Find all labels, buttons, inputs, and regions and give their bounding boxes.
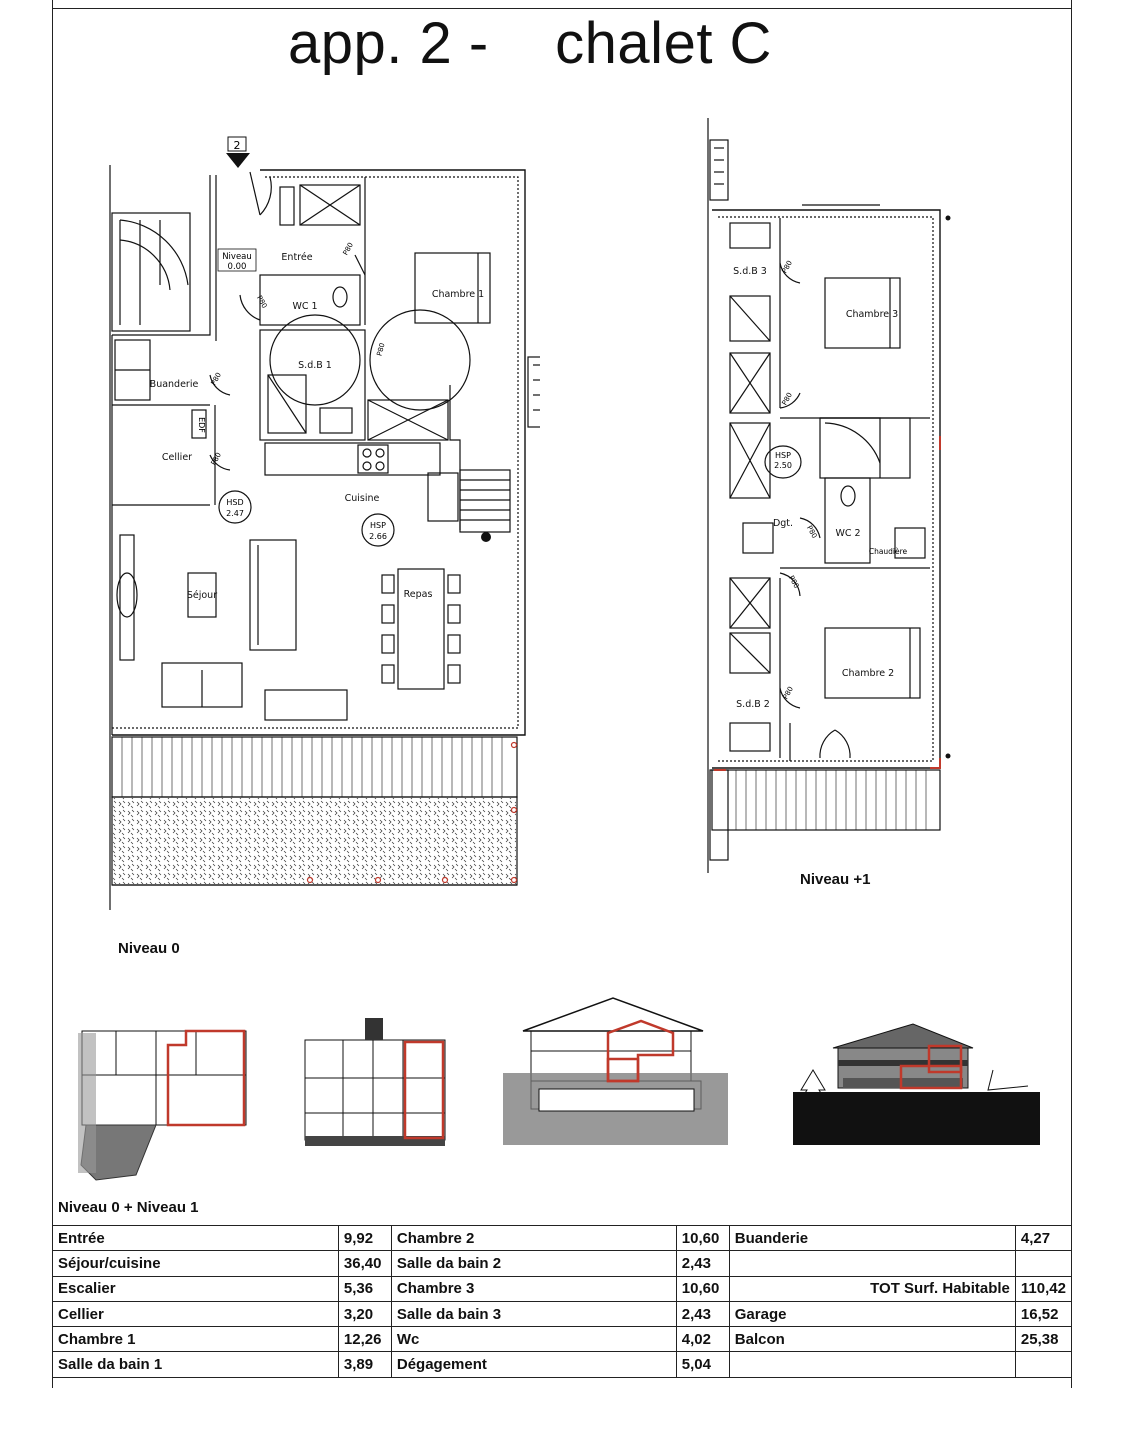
total-label-cell: TOT Surf. Habitable (729, 1276, 1015, 1301)
door-tag: P80 (375, 342, 387, 357)
table-cell: Balcon (729, 1327, 1015, 1352)
door-tag: P80 (254, 294, 269, 310)
level-0-label: Niveau 0 (118, 940, 180, 957)
table-cell: Chambre 3 (391, 1276, 676, 1301)
table-cell: 2,43 (676, 1301, 729, 1326)
table-cell: 3,89 (338, 1352, 391, 1377)
table-cell: Dégagement (391, 1352, 676, 1377)
table-row (53, 1276, 1072, 1301)
door-tag: P80 (781, 685, 796, 701)
table-cell: 4,02 (676, 1327, 729, 1352)
table-cell: 2,43 (676, 1251, 729, 1276)
table-cell: Wc (391, 1327, 676, 1352)
door-tag: P80 (780, 259, 795, 275)
hsp-value: 2.50 (774, 461, 792, 470)
door-tag: P80 (209, 371, 224, 387)
niveau-tag-label: Niveau (222, 252, 252, 262)
room-cellier: Cellier (161, 452, 193, 463)
room-chambre-1: Chambre 1 (431, 289, 485, 300)
table-cell: Séjour/cuisine (53, 1251, 339, 1276)
table-cell (1015, 1352, 1071, 1377)
door-tag: P80 (786, 574, 801, 590)
room-chaudiere: Chaudière (868, 547, 908, 556)
room-sejour: Séjour (186, 590, 218, 601)
table-row (53, 1226, 1072, 1251)
facade-section-thumb (503, 993, 728, 1145)
niveau-tag-value: 0.00 (227, 262, 247, 272)
plan-overview-level1-thumb (303, 1018, 448, 1148)
table-cell: 36,40 (338, 1251, 391, 1276)
summary-heading: Niveau 0 + Niveau 1 (58, 1199, 199, 1216)
table-cell: Cellier (53, 1301, 339, 1326)
table-cell: 5,04 (676, 1352, 729, 1377)
plan-overview-level0-thumb (76, 1025, 256, 1185)
table-cell: 25,38 (1015, 1327, 1071, 1352)
room-chambre-3: Chambre 3 (845, 309, 899, 320)
table-cell: 12,26 (338, 1327, 391, 1352)
hsp-value: 2.66 (369, 532, 387, 541)
page-title: app. 2 - chalet C (288, 11, 772, 76)
room-cuisine: Cuisine (344, 493, 380, 504)
room-entree: Entrée (281, 252, 313, 263)
table-row (53, 1251, 1072, 1276)
hsd-label: HSD (226, 498, 244, 507)
table-cell: 9,92 (338, 1226, 391, 1251)
table-row (53, 1301, 1072, 1326)
table-cell: Salle da bain 2 (391, 1251, 676, 1276)
room-wc1: WC 1 (292, 301, 318, 312)
hsp-label: HSP (370, 521, 386, 530)
floor-plan-level-1 (700, 118, 960, 878)
table-cell: 5,36 (338, 1276, 391, 1301)
room-sdb1: S.d.B 1 (298, 360, 332, 371)
door-tag: P80 (341, 241, 356, 257)
door-tag: P80 (804, 524, 819, 540)
door-tag: P80 (780, 391, 795, 407)
facade-elevation-thumb (793, 1020, 1040, 1145)
area-table (52, 1225, 1072, 1378)
room-wc2: WC 2 (835, 528, 861, 539)
edf-label: EDF (197, 417, 206, 433)
table-cell: Entrée (53, 1226, 339, 1251)
table-cell: Salle da bain 1 (53, 1352, 339, 1377)
total-value-cell: 110,42 (1015, 1276, 1071, 1301)
table-cell: 4,27 (1015, 1226, 1071, 1251)
table-cell: Escalier (53, 1276, 339, 1301)
table-cell: Salle da bain 3 (391, 1301, 676, 1326)
floor-plan-level-0 (100, 125, 540, 915)
table-cell: 10,60 (676, 1226, 729, 1251)
table-cell (729, 1251, 1015, 1276)
table-cell (729, 1352, 1015, 1377)
room-sdb3: S.d.B 3 (733, 266, 767, 277)
table-cell (1015, 1251, 1071, 1276)
room-repas: Repas (403, 589, 433, 600)
hsd-value: 2.47 (226, 509, 244, 518)
table-cell: 16,52 (1015, 1301, 1071, 1326)
room-chambre-2: Chambre 2 (841, 668, 895, 679)
table-cell: 10,60 (676, 1276, 729, 1301)
hsp-label: HSP (775, 451, 791, 460)
level-1-label: Niveau +1 (800, 871, 871, 888)
table-row (53, 1352, 1072, 1377)
door-marker: 2 (233, 139, 241, 152)
room-sdb2: S.d.B 2 (736, 699, 770, 710)
table-cell: Chambre 1 (53, 1327, 339, 1352)
room-buanderie: Buanderie (149, 379, 199, 390)
door-tag: P80 (209, 451, 224, 467)
table-cell: Chambre 2 (391, 1226, 676, 1251)
table-cell: Garage (729, 1301, 1015, 1326)
table-cell: 3,20 (338, 1301, 391, 1326)
table-cell: Buanderie (729, 1226, 1015, 1251)
room-dgt: Dgt. (772, 518, 794, 529)
table-row (53, 1327, 1072, 1352)
